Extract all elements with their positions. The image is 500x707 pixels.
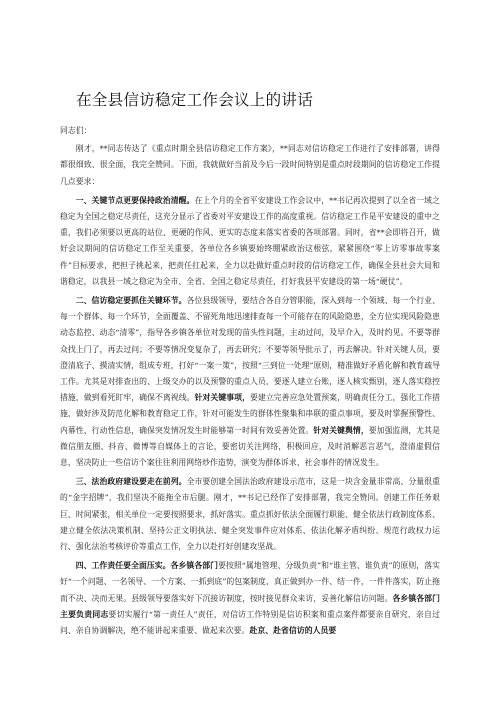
bold-heading-run: 三、法治政府建设要走在前列。: [75, 477, 187, 487]
text-run: 全市要创建全国法治政府建设示范市，这是一块含金量非常高、分量很重的“金字招牌”，我们坚决不能拖全市后腿。刚才，**书记已经作了安排部署，我完全赞同。创建工作任务艰巨、时间紧张，相关单位一定要按照要求，抓好落实。重点抓好依法全面履行职能、健全依法行政制度体系、建立健全依法决策机制、坚持公正文明执法、健全突发事件应对体系、依法化解矛盾纠纷、规范行政权力运行、强化法治考核评价等重点工作，全力以赴打好创建攻坚战。: [60, 477, 440, 552]
salutation: 同志们：: [60, 126, 92, 135]
document-title: 在全县信访稳定工作会议上的讲话: [76, 91, 314, 109]
bold-heading-run: 二、信访稳定要抓住关键环节。: [75, 296, 187, 306]
bold-heading-run: 各乡镇各部门主要负责同志: [60, 593, 440, 619]
text-run: 要加强监测，尤其是微信朋友圈、抖音、微博等自媒体上的言论，要密切关注网络，积极回应，及时消解恶言恶气，澄清虚假信息，坚决防止一些信访个案往往利用网络炒作造势，演变为群体诉求、社会事件的情况发生。: [60, 425, 440, 468]
paragraph: [60, 474, 440, 555]
document-body: [60, 141, 440, 639]
bold-heading-run: 四、工作责任要全面压实。: [75, 561, 171, 571]
paragraph: [60, 141, 440, 190]
bold-heading-run: 一、关键节点更要保持政治清醒。: [75, 195, 195, 205]
text-run: 要建立完善应急处置预案，明确责任分工，强化工作措施，做好涉及防范化解和教育稳定工作，针对可能发生的群体性聚集和串联的重点事项，要及时掌握预警性、内幕性、行动性信息，确保突发情况发生时能够第一时间有效妥善处置。: [60, 393, 440, 435]
bold-heading-run: 针对关键事项，: [194, 393, 251, 403]
text-run: 各位县级领导，要结合各自分管职能，深入到每一个领域、每一个行业、每一个群体、每一个环节，全面覆盖、不留死角地迅速排查每一个可能存在的风险隐患，全方位实现风险隐患动态监控、动态“清零”，指导各乡镇各单位对发现的苗头性问题，主动过问，及早介入，及时约见。不要等群众找上门了，再去过问；不要等情况变复杂了，再去研究；不要等领导批示了，再去解决。针对关键人员，要澄清底子、摸清实情，组成专班，打好“一案一策”，按照“三到位一处理”原则，精准做好矛盾化解和教育疏导工作。尤其是对排查出的、上级交办的以及预警的重点人员，要逐人建立台账，逐人核实甄别，逐人落实稳控措施，做到看死盯牢，确保不离视线。: [60, 296, 440, 403]
paragraph: [60, 193, 440, 290]
bold-heading-run: 各乡镇各部门: [170, 561, 219, 571]
bold-heading-run: 针对关键舆情，: [313, 425, 369, 435]
paragraph: [60, 293, 440, 471]
bold-heading-run: 赴京、赴省信访的人员要: [249, 626, 337, 636]
text-run: 在上个月的全省平安建设工作会议中，**书记再次提到了以全省一域之稳定为全国之稳定尽责任，这充分显示了省委对平安建设工作的高度重视。信访稳定工作是平安建设的重中之重，我们必须要以更高的站位、更硬的作风、更实的态度来落实省委的各项部署。同时，省**会即将召开，做好会议期间的信访稳定工作至关重要，各单位各乡镇要始终绷紧政治这根弦，紧紧围绕“零上访零事故零案件”目标要求，把担子挑起来，把责任扛起来，全力以赴做好重点时段的信访稳定工作，确保全县社会大局和谐稳定，以我县一域之稳定为全市、全省、全国之稳定尽责任，打好我县平安建设的第一场“硬仗”。: [60, 195, 441, 286]
paragraph: [60, 558, 440, 639]
text-run: 要按照“属地管理、分级负责”和“谁主管、谁负责”的原则，落实好“一个问题、一名领导、一个方案、一抓到底”的包案制度，真正做到办一件、结一件，一件件落实，防止拖而不决、决而无果。县级领导要落实好下沉接访制度，按时接见群众来访，妥善化解信访问题。: [60, 561, 440, 603]
text-run: 要切实履行“第一责任人”责任，对信访工作特别是信访积案和重点案件都要亲自研究、亲自过问、亲自协调解决，绝不能讲起来重要、做起来次要。: [60, 609, 440, 636]
text-run: 刚才，**同志传达了《重点时期全县信访稳定工作方案》，**同志对信访稳定工作进行了安排部署，讲得都很细致、很全面，我完全赞同。下面，我就做好当前及今后一段时间特别是重点时段期间的信访稳定工作提几点要求：: [60, 144, 440, 186]
